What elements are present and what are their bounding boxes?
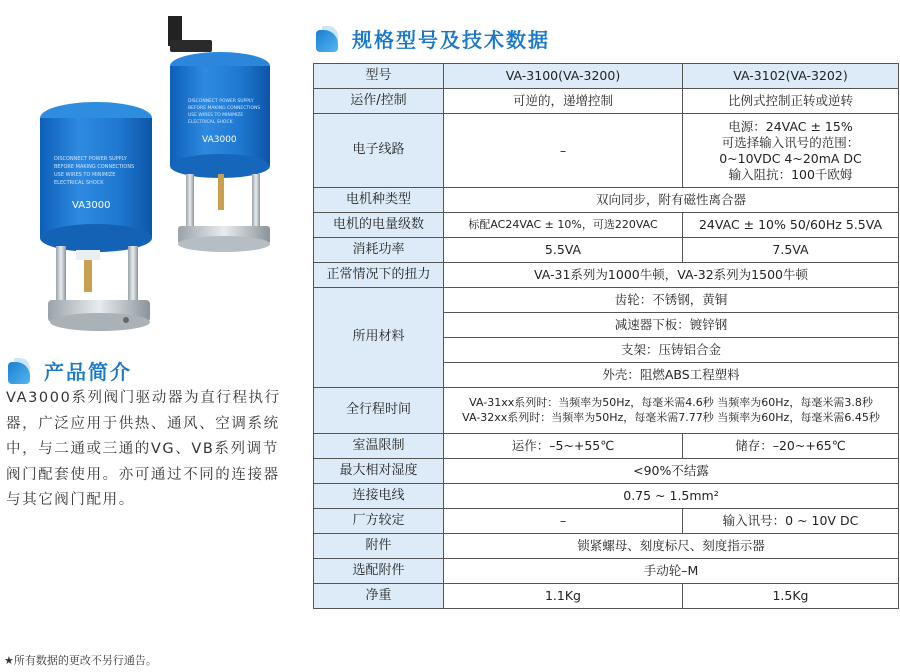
cell: 标配AC24VAC ± 10%，可选220VAC <box>444 213 683 238</box>
svg-text:DISCONNECT POWER SUPPLY: DISCONNECT POWER SUPPLY <box>54 156 127 162</box>
row-label: 所用材料 <box>314 288 444 388</box>
cell: 比例式控制正转或逆转 <box>683 89 899 114</box>
circuit-details <box>683 114 899 188</box>
cell: 锁紧螺母、刻度标尺、刻度指示器 <box>444 534 899 559</box>
section-bullet-icon <box>316 26 342 52</box>
row-label: 电机种类型 <box>314 188 444 213</box>
actuator-front <box>40 102 152 331</box>
row-label: 选配附件 <box>314 559 444 584</box>
cell: 可逆的，递增控制 <box>444 89 683 114</box>
table-row <box>314 263 899 288</box>
row-label: 电子线路 <box>314 114 444 188</box>
svg-text:BEFORE MAKING CONNECTIONS: BEFORE MAKING CONNECTIONS <box>54 164 135 170</box>
row-label: 厂方较定 <box>314 509 444 534</box>
intro-title: 产品简介 <box>44 360 132 384</box>
circuit-line: 电源：24VAC ± 15% <box>728 118 853 134</box>
table-row <box>314 188 899 213</box>
cell: 支架：压铸铝合金 <box>444 338 899 363</box>
cell: 1.5Kg <box>683 584 899 609</box>
actuator-back <box>168 16 270 252</box>
table-row <box>314 509 899 534</box>
svg-text:BEFORE MAKING CONNECTIONS: BEFORE MAKING CONNECTIONS <box>188 106 261 111</box>
table-row <box>314 288 899 313</box>
cell: 1.1Kg <box>444 584 683 609</box>
table-row <box>314 484 899 509</box>
cell: 手动轮–M <box>444 559 899 584</box>
row-label: 室温限制 <box>314 434 444 459</box>
section-bullet-icon <box>8 358 34 384</box>
cell: VA-31系列为1000牛顿，VA-32系列为1500牛顿 <box>444 263 899 288</box>
row-label: 运作/控制 <box>314 89 444 114</box>
cell: 双向同步，附有磁性离合器 <box>444 188 899 213</box>
footnote: ★所有数据的更改不另行通告。 <box>4 654 157 667</box>
table-row <box>314 114 899 188</box>
table-row <box>314 584 899 609</box>
table-row <box>314 89 899 114</box>
cell: 5.5VA <box>444 238 683 263</box>
table-row <box>314 213 899 238</box>
svg-text:USE WIRES TO MINIMIZE: USE WIRES TO MINIMIZE <box>188 113 244 118</box>
table-row <box>314 559 899 584</box>
cell: 减速器下板：镀锌钢 <box>444 313 899 338</box>
product-photo <box>20 14 305 340</box>
spec-title: 规格型号及技术数据 <box>352 28 550 52</box>
row-label: 最大相对湿度 <box>314 459 444 484</box>
row-label: 净重 <box>314 584 444 609</box>
row-label: 正常情况下的扭力 <box>314 263 444 288</box>
circuit-line: 可选择输入讯号的范围： <box>721 134 860 150</box>
table-row <box>314 388 899 434</box>
cell: 齿轮：不锈钢，黄铜 <box>444 288 899 313</box>
table-row <box>314 238 899 263</box>
cell: – <box>444 509 683 534</box>
svg-text:ELECTRICAL SHOCK: ELECTRICAL SHOCK <box>54 180 104 186</box>
row-label: 连接电线 <box>314 484 444 509</box>
table-row <box>314 434 899 459</box>
row-label: 全行程时间 <box>314 388 444 434</box>
svg-text:VA3000: VA3000 <box>202 135 237 145</box>
svg-text:DISCONNECT POWER SUPPLY: DISCONNECT POWER SUPPLY <box>188 99 254 104</box>
svg-text:USE WIRES TO MINIMIZE: USE WIRES TO MINIMIZE <box>54 172 116 178</box>
cell: 0.75 ~ 1.5mm² <box>444 484 899 509</box>
circuit-line: 0~10VDC 4~20mA DC <box>719 150 862 166</box>
stroke-line: VA-31xx系列时：当频率为50Hz，每毫米需4.6秒 当频率为60Hz，每毫米需3.8秒 <box>469 396 873 410</box>
row-label: 电机的电量级数 <box>314 213 444 238</box>
circuit-line: 输入阻抗：100千欧姆 <box>728 166 853 182</box>
cell: 7.5VA <box>683 238 899 263</box>
cell: 外壳：阻燃ABS工程塑料 <box>444 363 899 388</box>
svg-text:ELECTRICAL SHOCK: ELECTRICAL SHOCK <box>188 120 233 125</box>
cell: 24VAC ± 10% 50/60Hz 5.5VA <box>683 213 899 238</box>
row-label: 型号 <box>314 64 444 89</box>
cell: – <box>444 114 683 188</box>
svg-text:VA3000: VA3000 <box>72 200 111 211</box>
stroke-line: VA-32xx系列时：当频率为50Hz，每毫米需7.77秒 当频率为60Hz，每毫米需6.45秒 <box>462 410 880 424</box>
intro-header <box>8 356 132 385</box>
row-label: 附件 <box>314 534 444 559</box>
cell: 输入讯号：0 ~ 10V DC <box>683 509 899 534</box>
cell: 储存：–20~+65℃ <box>683 434 899 459</box>
spec-table <box>313 63 899 609</box>
table-row <box>314 459 899 484</box>
stroke-time-details <box>444 388 899 434</box>
spec-header <box>316 24 550 53</box>
cell: 运作：–5~+55℃ <box>444 434 683 459</box>
row-label: 消耗功率 <box>314 238 444 263</box>
table-row <box>314 64 899 89</box>
table-row <box>314 534 899 559</box>
intro-text: VA3000系列阀门驱动器为直行程执行器，广泛应用于供热、通风、空调系统中，与二通或三通的VG、VB系列调节阀门配套使用。亦可通过不同的连接器与其它阀门配用。 <box>6 390 281 508</box>
model-col1: VA-3100(VA-3200) <box>444 64 683 89</box>
model-col2: VA-3102(VA-3202) <box>683 64 899 89</box>
cell: <90%不结露 <box>444 459 899 484</box>
